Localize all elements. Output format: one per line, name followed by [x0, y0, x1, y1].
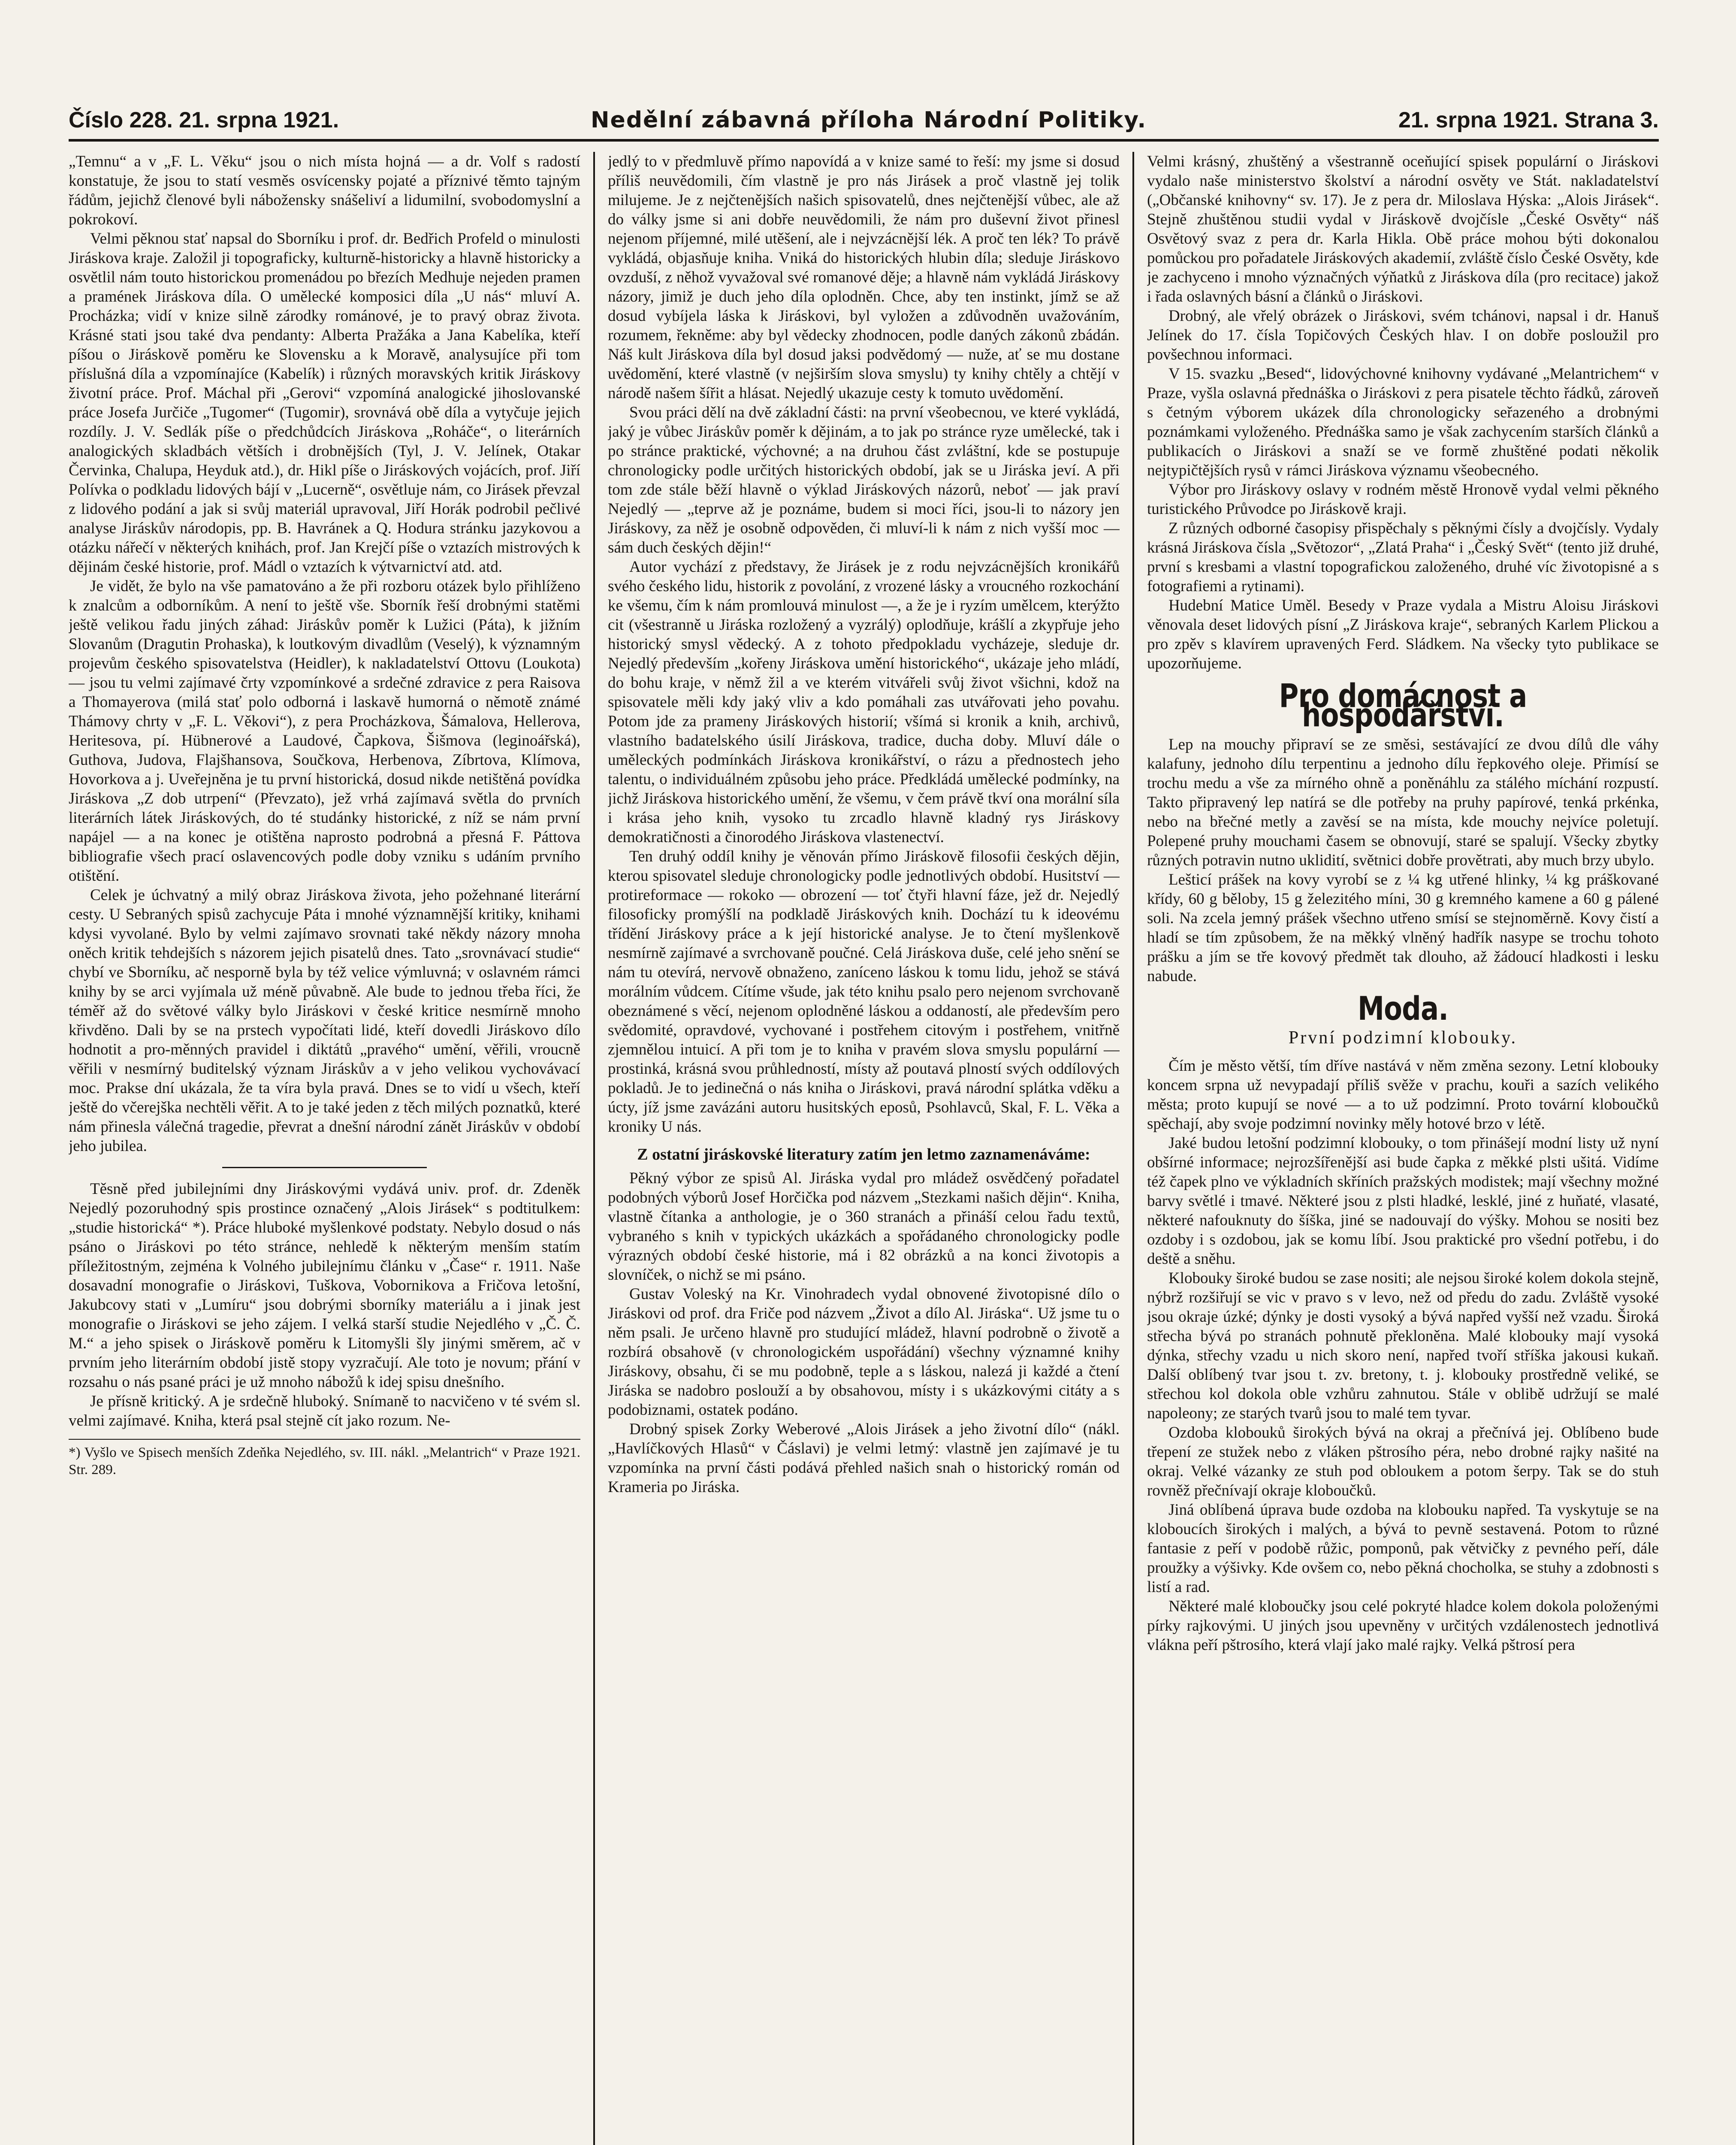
paragraph: Výbor pro Jiráskovy oslavy v rodném městě Hronově vydal velmi pěkného turistického Průvodce po Jiráskově kraji. [1147, 481, 1659, 518]
paragraph: Jaké budou letošní podzimní klobouky, o tom přinášejí modní listy už nyní obšírné informace; nejrozšířenější asi bude čapka z měkké plsti ušitá. Vidíme též čapek plno ve výkladních skříních pražských modistek; mají všechny možné barvy světlé i tmavé. Některé jsou z plsti hladké, lesklé, jiné z huňaté, vlasaté, některé nafouknuty do šíška, jiné se nadouvají do výšky. Mohou se nositi bez ozdoby i s ozdobou, jak se komu líbí. Jsou praktické pro všední potřebu, i do deště a sněhu. [1147, 1134, 1659, 1268]
paragraph: Těsně před jubilejními dny Jiráskovými vydává univ. prof. dr. Zdeněk Nejedlý pozoruhodný spis prostince označený „Alois Jirásek“ s podtitulkem: „studie historická“ *). Práce hluboké myšlenkové podstaty. Nebylo dosud o nás psáno o Jiráskovi po této stránce, nehledě k některým menším statím příležitostným, zejména k Volného jubilejnímu článku v „Čase“ r. 1911. Naše dosavadní monografie o Jiráskovi, Tuškova, Vobornikova a Fričova letošní, Jakubcovy stati v „Lumíru“ jsou dobrými sborníky materiálu a i jinak jest monografie o Jiráskovi se jeho zájem. I velká starší studie Nejedlého v „Č. Č. M.“ a jeho spisek o Jiráskově poměru k Litomyšli šly jinými směrem, ač v prvním jeho literárním období jistě stopy vyzračují. Ale toto je novum; přání v rozsahu o nás psané práci je už mnoho nábožů k idej spisu dnešního. [69, 1180, 581, 1391]
paragraph: Z různých odborné časopisy přispěchaly s pěknými čísly a dvojčísly. Vydaly krásná Jiráskova čísla „Světozor“, „Zlatá Praha“ i „Český Svět“ (tento již druhé, první s kresbami a vlastní topografickou založeného, druhé víc životopisné a s fotografiemi a rytinami). [1147, 520, 1659, 595]
paragraph: Hudební Matice Uměl. Besedy v Praze vydala a Mistru Aloisu Jiráskovi věnovala deset lidových písní „Z Jiráskova kraje“, sebraných Karlem Plickou a pro zpěv s klavírem upravených Ferd. Sládkem. Na všecky tyto publikace se upozorňujeme. [1147, 597, 1659, 672]
column-2 [608, 152, 1120, 2145]
paragraph: Svou práci dělí na dvě základní části: na první všeobecnou, ve které vykládá, jaký je vůbec Jiráskův poměr k dějinám, a to jak po stránce ryze umělecké, tak i po stránce praktické, výchovné; a na druhou část zvláštní, kde se postupuje chronologicky podle určitých historických období, jak se u Jiráska jeví. A při tom zde stále běží hlavně o výklad Jiráskových názorů, neboť — jak praví Nejedlý — „teprve až je poznáme, budem si moci říci, jsou-li to názory jen Jiráskovy, za něž je osobně odpověden, či mluví-li k nám z nich vyšší moc — sám duch českých dějin!“ [607, 404, 1120, 556]
section-heading-household: Pro domácnost a hospodářství. [1279, 677, 1527, 734]
paragraph: Ozdoba klobouků širokých bývá na okraj a přečnívá jej. Oblíbeno bude třepení ze stužek nebo z vláken pštrosího péra, nebo drobné rajky našité na okraj. Velké vázanky ze stuh pod obloukem a potom šerpy. Tak se do stuh rovněž přečnívají okraje kloboučků. [1147, 1424, 1659, 1499]
newspaper-title: Nedělní zábavná příloha Národní Politiky. [591, 107, 1147, 133]
paragraph: Je přísně kritický. A je srdečně hluboký. Snímaně to nacvičeno v té svém sl. velmi zajímavé. Kniha, která psal stejně cít jako rozum. Ne- [69, 1393, 581, 1429]
paragraph: Je vidět, že bylo na vše pamatováno a že při rozboru otázek bylo přihlíženo k znalcům a odborníkům. A není to ještě vše. Sborník řeší drobnými statěmi ještě velikou řadu jiných záhad: Jiráskův poměr k Lužici (Páta), k jižním Slovanům (Dragutin Prohaska), k loutkovým divadlům (Veselý), k významným projevům českého spisovatelstva (Heidler), k nakladatelství Ottovu (Loukota) — jsou tu velmi zajímavé črty vzpomínkové a srdečné zdravice z pera Raisova a Thomayerova (milá stať polo odborná i laskavě humorná o němotě známé Thámovy chrty v „F. L. Věkovi“), z pera Procházkova, Šámalova, Hellerova, Heritesova, pí. Hübnerové a Laudové, Čapkova, Šišmova (leginoářská), Guthova, Judova, Flajšhansova, Součkova, Herbenova, Zíbrtova, Klímova, Hovorkova a j. Uveřejněna je tu první historická, dosud nikde netištěná povídka Jiráskova „Z dob utrpení“ (Převzato), jež vrhá zajímavá světla do prvních literárních látek Jiráskových, do té studánky historické, z níž se nám první napájel — a na konec je otištěna naprosto podrobná a přesná F. Páttova bibliografie všech prací oslavencových podle doby vzniku s udáním prvního otištění. [69, 577, 581, 885]
issue-info: Číslo 228. 21. srpna 1921. [69, 108, 339, 133]
paragraph: Drobný spisek Zorky Weberové „Alois Jirásek a jeho životní dílo“ (nákl. „Havlíčkových Hlasů“ v Čáslavi) je velmi letmý: vlastně jen zajímavé je tu vzpomínka na první části podává přehled našich snah o historický román od Krameria po Jiráska. [607, 1420, 1120, 1496]
page-info: 21. srpna 1921. Strana 3. [1398, 108, 1659, 133]
footnote: *) Vyšlo ve Spisech menších Zdeňka Nejedlého, sv. III. nákl. „Melantrich“ v Praze 1921. Str. 289. [69, 1439, 580, 1478]
paragraph: Čím je město větší, tím dříve nastává v něm změna sezony. Letní klobouky koncem srpna už nevypadají příliš svěže v prachu, kouři a sazích velikého města; proto kupují se nové — a to už podzimní. Proto tovární kloboučků spěchají, aby svoje podzimní novinky měly hotové brzo v létě. [1147, 1057, 1659, 1133]
paragraph: Lešticí prášek na kovy vyrobí se z ¼ kg utřené hlinky, ¼ kg práškované křídy, 60 g běloby, 15 g železitého míni, 30 g kremného kamene a 60 g pálené soli. Na zcela jemný prášek všechno utřeno smísí se stejnoměrně. Kovy čistí a hladí se tím způsobem, že na měkký vlněný hadřík nasype se trochu tohoto prášku a jím se tře kovový předmět tak dlouho, až žádoucí hladkosti i lesku nabude. [1147, 871, 1659, 985]
paragraph: Celek je úchvatný a milý obraz Jiráskova života, jeho požehnané literární cesty. U Sebraných spisů zachycuje Páta i mnohé významnější kritiky, knihami kdysi vyvolané. Bylo by velmi zajímavo srovnati také někdy názory mnoha oněch kritik tehdejších s názorem jejich pisatelů dnes. Tato „srovnávací studie“ chybí ve Sborníku, ač nesporně byla by též velice výmluvná; v oslavném rámci knihy by se arci vyjímala už méně půvabně. Ale bude to jednou třeba říci, že téměř až do světové války bylo Jiráskovi v české kritice nesmírně mnoho křivděno. Dali by se na prstech vypočítati lidé, kteří dovedli Jiráskovo dílo hodnotit a pro-měnných pravidel i diktátů „pravého“ umění, věřili, vroucně věřili v nesmírný buditelský význam Jiráskův a v jeho velikou vychovávací moc. Prakse dní ukázala, že ta víra byla pravá. Dnes se to vidí u všech, kteří ještě do včerejška nechtěli věřit. A to je také jeden z těch milých poznatků, které nám přinesla válečná tragedie, převrat a dnešní národní zánět Jiráskův v období jeho jubilea. [69, 886, 581, 1155]
article-title: První podzimní klobouky. [1288, 1028, 1518, 1048]
paragraph: V 15. svazku „Besed“, lidovýchovné knihovny vydávané „Melantrichem“ v Praze, vyšla oslavná přednáška o Jiráskovi z pera pisatele těchto řádků, zároveň s četným výborem ukázek díla chronologicky seřazeného a drobnými poznámkami vyloženého. Přednáška samo je však zachycením starších článků a publikacích o Jiráskovi a snaží se ve formě zhuštěné podati několik nejtypičtějších rysů v rámci Jiráskova významu všeobecného. [1147, 365, 1659, 479]
column-rule [593, 152, 595, 2145]
paragraph: Autor vychází z představy, že Jirásek je z rodu nejvzácnějších kronikářů svého českého lidu, historik z povolání, z vrozené lásky a vroucného rozkochání ke všemu, čím k nám promlouvá minulost —, a že je i ryzím umělcem, kterýžto cit (všestranně u Jiráska rozložený a vyzrálý) oplodňuje, krášlí a zkypřuje jeho historický smysl vědecký. A z tohoto předpokladu vycházeje, sleduje dr. Nejedlý především „kořeny Jiráskova umění historického“, ukázaje jeho mládí, do bohu kraje, v němž žil a ve kterém vitvářeli svůj život všichni, kdož na spisovatele měli kdy jaký vliv a kdo pomáhali zas utvářovati jeho povahu. Potom jde za prameny Jiráskových historií; všímá si kronik a knih, archivů, vlastního badatelského úsilí Jiráskova, tradice, ducha doby. Mluví dále o uměleckých podmínkách Jiráskova kronikářství, o rázu a přednostech jeho talentu, o individuálném způsobu jeho práce. Předkládá umělecké podmínky, na jichž Jiráskova historického umění, že všemu, v čem právě tkví ona morální síla i krása jeho knih, vysoko tu zrcadlo hlavně kladný rys Jiráskovy demokratičnosti a činorodého Jiráskova vlastenectví. [607, 558, 1120, 846]
paragraph: Drobný, ale vřelý obrázek o Jiráskovi, svém tchánovi, napsal i dr. Hanuš Jelínek do 17. čísla Topičových Českých hlav. I on dobře posloužil pro povšechnou informaci. [1147, 307, 1659, 363]
paragraph: Velmi pěknou stať napsal do Sborníku i prof. dr. Bedřich Profeld o minulosti Jiráskova kraje. Založil ji topograficky, kulturně-historicky a hlavně historicky a osvětlil nám touto historickou promenádou po březích Medhuje nejeden pramen a pramének Jiráskova díla. O umělecké komposici díla „U nás“ mluví A. Procházka; vidí v knize silně zárodky románové, je to pravý obraz života. Krásné stati jsou také dva pendanty: Alberta Pražáka a Jana Kabelíka, kteří píšou o Jiráskově poměru ke Slovensku a k Moravě, analysujíce při tom příslušná díla a vzpomínajíce (Kabelík) i různých moravských kritik Jiráskovy životní práce. Prof. Máchal při „Gerovi“ vzpomíná analogické jihoslovanské práce Josefa Jurčiče „Tugomer“ (Tugomir), srovnává obě díla a vytyčuje jejich rozdíly. J. V. Sedlák píše o předchůdcích Jiráskova „Roháče“, o literárních analogických skladbách větších i drobnějších (Tyl, J. V. Jelínek, Otakar Červinka, Chalupa, Heyduk atd.), dr. Hikl píše o Jiráskových vojácích, prof. Jiří Polívka o podkladu lidových bájí v „Lucerně“, osvětluje nám, co Jirásek převzal z lidového podání a jak si svůj materiál upravoval, Jiří Horák podrobil pečlivé analyse Jiráskův národopis, pp. B. Havránek a Q. Hodura stránku jazykovou a otázku nářečí v některých knihách, prof. Jan Krejčí píše o vztazích mistrových k dějinám české historie, prof. Mádl o vztazích k výtvarnictví atd. atd. [69, 230, 581, 576]
column-3 [1147, 152, 1659, 2145]
masthead [69, 107, 1659, 142]
paragraph: Gustav Voleský na Kr. Vinohradech vydal obnovené životopisné dílo o Jiráskovi od prof. dra Friče pod názvem „Život a dílo Al. Jiráska“. Už jsme tu o něm psali. Je určeno hlavně pro studující mládež, hlavní podrobně o životě a rozbírá obsahově (v chronologickém uspořádání) všechny významné knihy Jiráskovy, obsahu, či se mu podobně, teple a s láskou, nalezá ji každé a čtení Jiráska se nadobro poslouží a by obsahovou, místy i s ukázkovými citáty a s podobiznami, ostatek podáno. [607, 1285, 1120, 1419]
paragraph: Pěkný výbor ze spisů Al. Jiráska vydal pro mládež osvědčený pořadatel podobných výborů Josef Horčička pod názvem „Stezkami našich dějin“. Kniha, vlastně čítanka a anthologie, je o 360 stranách a přináší celou řadu textů, vybraného s knih v typických ukázkách a spořádaného chronologicky podle výrazných období české historie, má i 82 obrázků a na konci životopis a slovníček, o nichž se mi psáno. [607, 1169, 1120, 1284]
paragraph: Některé malé kloboučky jsou celé pokryté hladce kolem dokola položenými pírky rajkovými. U jiných jsou upevněny v určitých vzdálenostech jednotlivá vlákna peří pštrosího, která vlají jako malé rajky. Velká pštrosí pera [1147, 1598, 1659, 1654]
column-rule [1132, 152, 1134, 2145]
section-heading: Z ostatní jiráskovské literatury zatím jen letmo zaznamenáváme: [637, 1145, 1090, 1163]
paragraph: Jiná oblíbená úprava bude ozdoba na klobouku napřed. Ta vyskytuje se na kloboucích širokých i malých, a bývá to pevně sestavená. Potom to různé fantasie z peří v podobě růžic, pomponů, pak větvičky z pevného peří, dále proužky a výšivky. Kde ovšem co, nebo pěkná chocholka, se stuhy a zdobnosti s listí a rad. [1147, 1501, 1659, 1596]
paragraph: Ten druhý oddíl knihy je věnován přímo Jiráskově filosofii českých dějin, kterou spisovatel sleduje chronologicky podle jednotlivých období. Husitství — protireformace — rokoko — obrození — toť čtyři hlavní fáze, jež dr. Nejedlý filosoficky promýšlí na podkladě Jiráskových knih. Dochází tu k ideovému třídění Jiráskovy práce a k její historické analyse. Je to čtení myšlenkově nesmírně zajímavé a svrchovaně poučné. Celá Jiráskova duše, celé jeho snění se nám tu otevírá, nervově obnaženo, zaníceno láskou k tomu lidu, jehož se stává morálním vůdcem. Cítíme všude, jak této knihu psalo pero nejenom svrchovaně obeznámené s věcí, nejenom oplodněné láskou a oddaností, ale především pero svědomité, opravdové, vychované i postřehem citovým i postřehem, vnitřně zjemnělou intuicí. A při tom je to kniha v pravém slova smyslu populární — prostinká, krásná svou průhledností, místy až poutavá plností svých oddílových pokladů. Je to jedinečná o nás kniha o Jiráskovi, pravá národní splátka vděku a úcty, jíž jsme zavázáni autoru husitských eposů, Psohlavců, Skal, F. L. Věka a kroniky U nás. [607, 848, 1120, 1136]
separator [222, 1167, 427, 1168]
paragraph: jedlý to v předmluvě přímo napovídá a v knize samé to řeší: my jsme si dosud příliš neuvědomili, čím vlastně je pro nás Jirásek a proč vlastně jej tolik milujeme. Je z nejčtenějších našich spisovatelů, dnes nejčtenější vůbec, ale až do války jsme si ani dobře neuvědomili, že nám pro duševní život přinesl nejenom příjemné, milé utěšení, ale i nejvzácnější lék. A proč ten lék? To právě vykládá, objasňuje kniha. Vniká do historických hlubin díla; sleduje Jiráskovo ovzduší, z něhož vyvažoval své romanové děje; a hlavně nám vykládá Jiráskovy názory, jimiž je duch jeho díla oplodněn. Chce, aby ten instinkt, jímž se až dosud vybíjela láska k Jiráskovi, byl vyložen a zdůvodněn uvažováním, rozumem, řekněme: aby byl vědecky zhodnocen, podle daných zákonů zbádán. Náš kult Jiráskova díla byl dosud jaksi podvědomý — nuže, ať se mu dostane uvědomění, které vlastně (v nejširším slova smyslu) ty knihy chtěly a chtějí v národě našem šířit a hlásat. Nejedlý ukazuje cesty k tomuto uvědomění. [607, 153, 1120, 402]
column-1 [69, 152, 580, 2145]
columns [69, 152, 1659, 2145]
paragraph: Velmi krásný, zhuštěný a všestranně oceňující spisek populární o Jiráskovi vydalo naše ministerstvo školství a národní osvěty ve Stát. nakladatelství („Občanské knihovny“ sv. 17). Je z pera dr. Miloslava Hýska: „Alois Jirásek“. Stejně zhuštěnou studii vydal v Jiráskově dvojčísle „České Osvěty“ náš Osvětový svaz z pera dr. Karla Hikla. Obě práce mohou býti dokonalou pomůckou pro pořadatele Jiráskových akademií, zvláště číslo České Osvěty, kde je zachyceno i mnoho význačných výňatků z Jiráskova díla (pro recitace) jakož i řada oslavných básní a článků o Jiráskovi. [1147, 153, 1659, 305]
section-heading-fashion: Moda. [1357, 989, 1448, 1027]
paragraph: Klobouky široké budou se zase nositi; ale nejsou široké kolem dokola stejně, nýbrž rozšiřují se vic v pravo s v levo, než od předu do zadu. Zvláště vysoké jsou okraje úzké; dýnky je dosti vysoký a bývá napřed vyšší než vzadu. Široká střecha bývá po stranách pohnutě překloněna. Malé klobouky mají vysoká dýnka, střechy vzadu u nich skoro není, napřed tvoří stříška jakousi kukaň. Další oblíbený tvar jsou t. zv. bretony, t. j. klobouky prostředně veliké, se střechou kol dokola oble vzhůru zahnutou. Stále v oblibě udržují se malé napoleony; ze starých tvarů jsou to malé tem tyvar. [1147, 1269, 1659, 1422]
paragraph: Lep na mouchy připraví se ze směsi, sestávající ze dvou dílů dle váhy kalafuny, jednoho dílu terpentinu a jednoho dílu řepkového oleje. Přimísí se trochu medu a vše za mírného ohně a poněnáhlu za stálého míchání rozpustí. Takto připravený lep natírá se dle potřeby na pruhy papírové, tenká prkénka, nebo na břečné metly a zavěsí se na místa, kde mouchy nejvíce poletují. Polepené pruhy mouchami časem se obnovují, staré se spalují. Všecky zbytky různých potravin nutno uklidití, světnici dobře provětrati, aby much brzy ubylo. [1147, 736, 1659, 869]
paragraph: „Temnu“ a v „F. L. Věku“ jsou o nich místa hojná — a dr. Volf s radostí konstatuje, že jsou to statí vesměs osvícensky pojaté a příznivé těmto tajným řádům, jejichž členové byli nábožensky snášeliví a lidumilní, svobodomyslní a pokrokoví. [69, 153, 581, 228]
